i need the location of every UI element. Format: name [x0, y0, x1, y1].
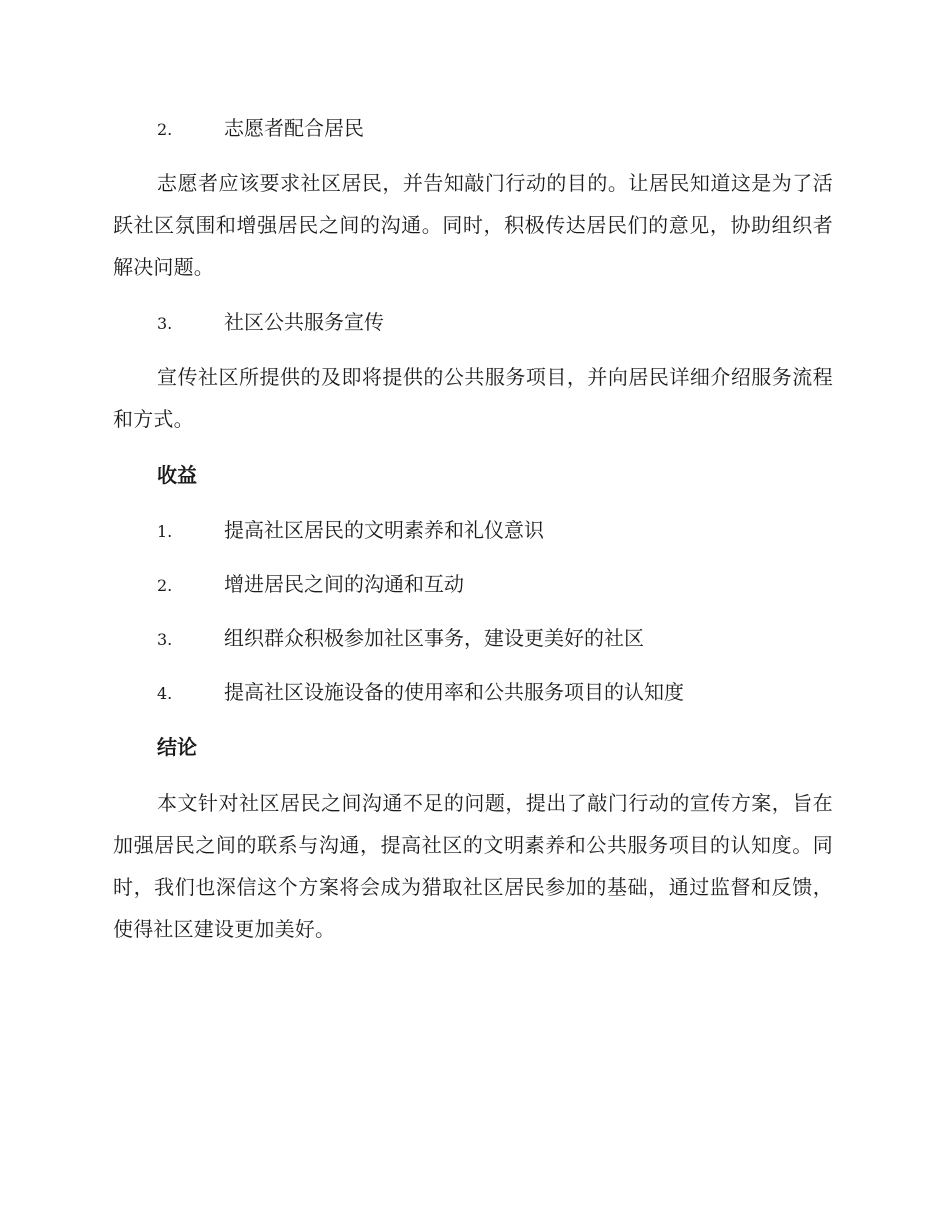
list-text: 组织群众积极参加社区事务，建设更美好的社区 [224, 626, 644, 650]
paragraph-volunteers: 志愿者应该要求社区居民，并告知敲门行动的目的。让居民知道这是为了活跃社区氛围和增强居民之间的沟通。同时，积极传达居民们的意见，协助组织者解决问题。 [113, 171, 833, 279]
list-text: 提高社区居民的文明素养和礼仪意识 [224, 518, 544, 542]
list-text: 志愿者配合居民 [224, 116, 364, 140]
paragraph-conclusion: 本文针对社区居民之间沟通不足的问题，提出了敲门行动的宣传方案，旨在加强居民之间的联系与沟通，提高社区的文明素养和公共服务项目的认知度。同时，我们也深信这个方案将会成为猎取社区居民参加的基础，通过监督和反馈，使得社区建设更加美好。 [113, 791, 833, 941]
list-number: 1. [157, 522, 173, 541]
list-item-services [113, 302, 833, 342]
list-number: 3. [157, 630, 173, 649]
list-number: 2. [157, 120, 173, 139]
list-item-volunteers [113, 108, 833, 148]
document-body [113, 108, 833, 964]
list-number: 3. [157, 314, 173, 333]
list-number: 2. [157, 576, 173, 595]
paragraph-services: 宣传社区所提供的及即将提供的公共服务项目，并向居民详细介绍服务流程和方式。 [113, 365, 833, 431]
benefit-item [113, 672, 833, 712]
list-text: 提高社区设施设备的使用率和公共服务项目的认知度 [224, 680, 684, 704]
list-text: 社区公共服务宣传 [224, 310, 384, 334]
heading-conclusion: 结论 [157, 735, 197, 759]
benefit-item [113, 618, 833, 658]
benefit-item [113, 510, 833, 550]
heading-benefits: 收益 [157, 463, 197, 487]
list-text: 增进居民之间的沟通和互动 [224, 572, 464, 596]
list-number: 4. [157, 684, 173, 703]
benefit-item [113, 564, 833, 604]
